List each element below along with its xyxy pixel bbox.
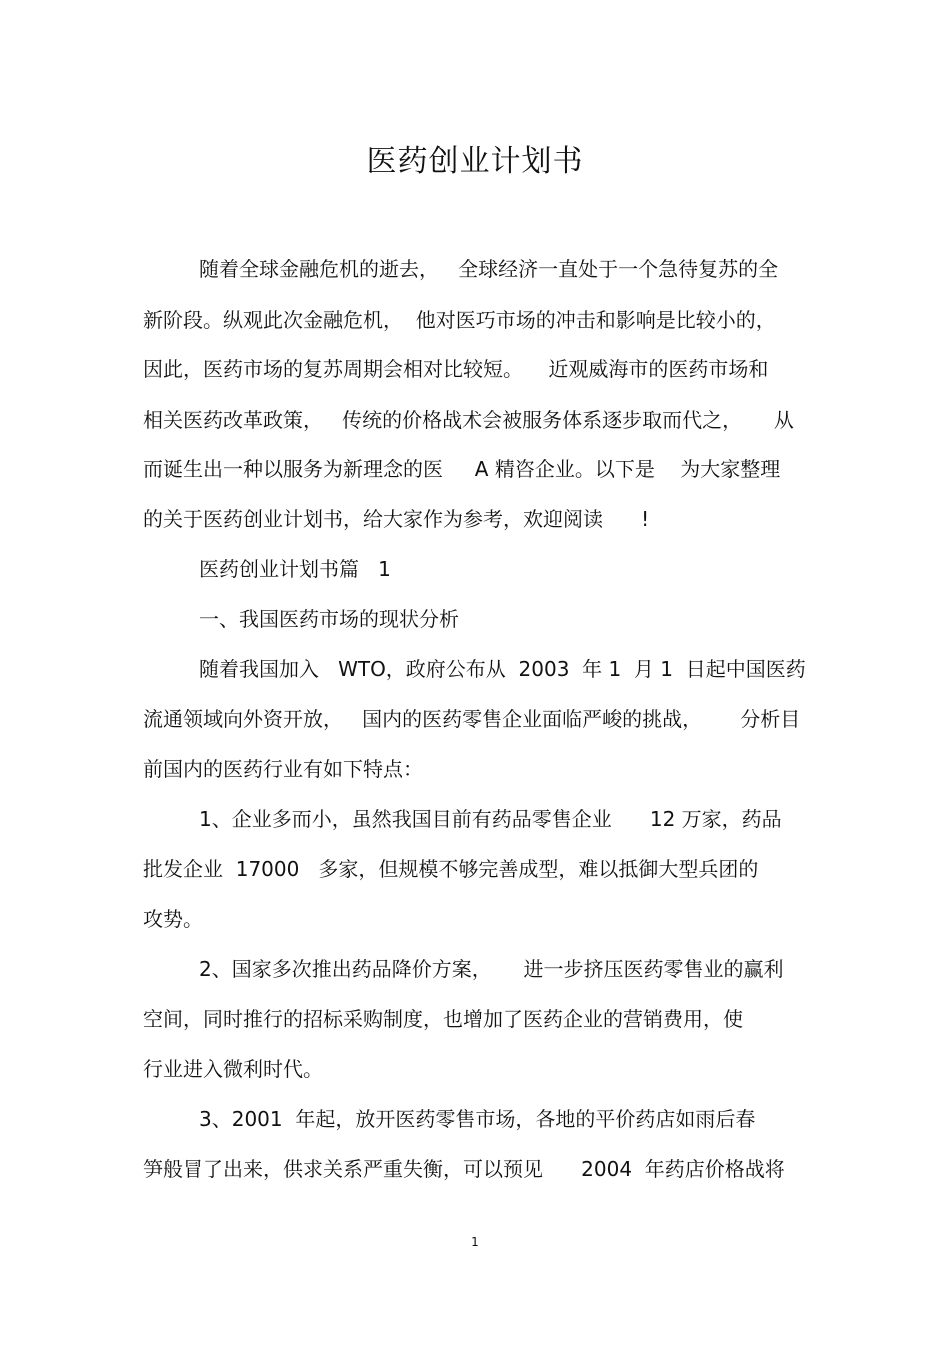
paragraph-line: 的关于医药创业计划书，给大家作为参考，欢迎阅读 ! [143,507,650,531]
paragraph-line: 相关医药改革政策， 传统的价格战术会被服务体系逐步取而代之， 从 [143,408,794,432]
list-item-line: 行业进入微利时代。 [143,1057,323,1081]
paragraph-line: 因此，医药市场的复苏周期会相对比较短。 近观威海市的医药市场和 [143,357,769,381]
paragraph-line: 流通领域向外资开放， 国内的医药零售企业面临严峻的挑战， 分析目 [143,707,801,731]
section-heading: 医药创业计划书篇 1 [199,557,391,581]
paragraph-line: 而诞生出一种以服务为新理念的医 A 精咨企业。以下是 为大家整理 [143,457,781,481]
list-item-line: 1、企业多而小，虽然我国目前有药品零售企业 12 万家，药品 [199,807,782,831]
list-item-line: 攻势。 [143,907,203,931]
list-item-line: 空间，同时推行的招标采购制度，也增加了医药企业的营销费用，使 [143,1007,743,1031]
list-item-line: 3、2001 年起，放开医药零售市场，各地的平价药店如雨后春 [199,1107,756,1131]
list-item-line: 笋般冒了出来，供求关系严重失衡，可以预见 2004 年药店价格战将 [143,1157,785,1181]
list-item-line: 2、国家多次推出药品降价方案， 进一步挤压医药零售业的赢利 [199,957,784,981]
page-number: 1 [471,1235,479,1249]
paragraph-line: 前国内的医药行业有如下特点： [143,757,423,781]
list-item-line: 批发企业 17000 多家，但规模不够完善成型，难以抵御大型兵团的 [143,857,759,881]
document-title: 医药创业计划书 [366,144,584,179]
paragraph-line: 随着全球金融危机的逝去， 全球经济一直处于一个急待复苏的全 [199,257,779,281]
paragraph-line: 随着我国加入 WTO，政府公布从 2003 年 1 月 1 日起中国医药 [199,657,806,681]
paragraph-line: 新阶段。纵观此次金融危机， 他对医巧市场的冲击和影响是比较小的， [143,308,776,332]
subsection-heading: 一、我国医药市场的现状分析 [199,607,459,631]
